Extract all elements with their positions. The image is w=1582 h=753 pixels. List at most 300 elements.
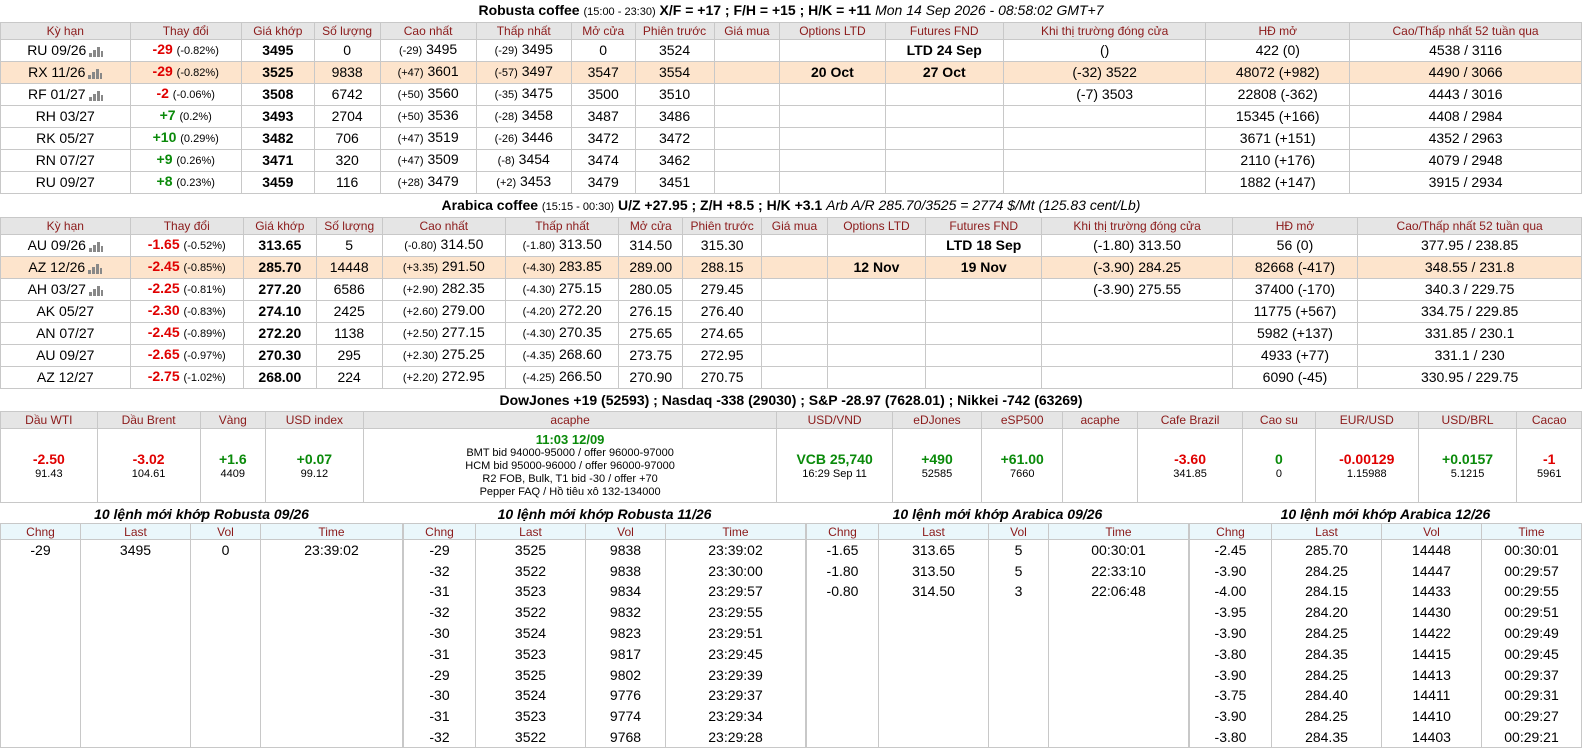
trade-volume: [191, 664, 261, 685]
trade-time: 00:29:37: [1482, 664, 1582, 685]
open-interest: 6090 (-45): [1232, 367, 1358, 389]
low-cell: [476, 40, 571, 62]
trade-last: [81, 643, 191, 664]
low-value: 3453: [520, 173, 552, 189]
col-header: Futures FND: [926, 218, 1042, 235]
trade-row: [1, 727, 403, 748]
trades-col-header: Last: [879, 524, 989, 540]
acaphe-line: HCM bid 95000-96000 / offer 96000-97000: [465, 460, 675, 472]
contract-term[interactable]: RU 09/27: [35, 174, 95, 190]
chart-icon[interactable]: [89, 241, 103, 252]
high-diff: (+3.35): [402, 262, 439, 274]
trade-volume: 9776: [586, 685, 666, 706]
contract-term-cell[interactable]: [1, 235, 131, 257]
futures-fnd: 27 Oct: [885, 62, 1003, 84]
robusta-datetime: Mon 14 Sep 2026 - 08:58:02 GMT+7: [875, 2, 1104, 18]
trade-change: -3.90: [1190, 706, 1272, 727]
trade-volume: 9802: [586, 664, 666, 685]
trades-block: [403, 506, 806, 748]
arabica-spreads: U/Z +27.95 ; Z/H +8.5 ; H/K +3.1: [617, 197, 823, 213]
trade-time: [261, 706, 403, 727]
low-cell: [476, 128, 571, 150]
contract-row[interactable]: [1, 84, 1582, 106]
high-value: 277.15: [441, 324, 485, 340]
change-value: -2: [156, 85, 169, 101]
contract-term-cell[interactable]: [1, 172, 131, 194]
eurusd-cell: [1315, 429, 1418, 503]
trade-last: 285.70: [1272, 540, 1382, 561]
robusta-table: [0, 22, 1582, 194]
volume: 6586: [316, 279, 382, 301]
high-value: 3519: [427, 129, 459, 145]
open-price: 289.00: [619, 257, 683, 279]
close-value: [1003, 172, 1205, 194]
change-value: -2.75: [147, 368, 180, 384]
misc-col-header: acaphe: [363, 412, 777, 429]
trade-row: [1190, 664, 1582, 685]
close-value: (-7) 3503: [1003, 84, 1205, 106]
previous-price: 3472: [635, 128, 714, 150]
close-value: (-32) 3522: [1003, 62, 1205, 84]
bid-price: [714, 62, 780, 84]
change-percent: (-0.82%): [176, 67, 219, 79]
high-cell: [382, 323, 505, 345]
high-diff: (+2.30): [402, 350, 439, 362]
volume: 224: [316, 367, 382, 389]
col-header: Thay đổi: [130, 23, 241, 40]
high-value: 3495: [426, 41, 458, 57]
contract-term[interactable]: AH 03/27: [27, 281, 86, 297]
trades-col-header: Time: [1482, 524, 1582, 540]
col-header: HĐ mở: [1232, 218, 1358, 235]
trade-last: 284.35: [1272, 727, 1382, 748]
trade-last: [81, 727, 191, 748]
options-ltd: [827, 279, 925, 301]
high-diff: (+2.60): [402, 306, 439, 318]
contract-row[interactable]: [1, 172, 1582, 194]
previous-price: 279.45: [683, 279, 762, 301]
trade-change: -32: [404, 727, 476, 748]
high-diff: (-0.80): [404, 240, 437, 252]
previous-price: 315.30: [683, 235, 762, 257]
contract-row[interactable]: [1, 345, 1582, 367]
contract-term-cell[interactable]: [1, 257, 131, 279]
high-diff: (-29): [398, 45, 423, 57]
high-low-52w: 4352 / 2963: [1350, 128, 1582, 150]
change-value: -2.45: [147, 324, 180, 340]
trade-last: 313.65: [879, 540, 989, 561]
col-header: Khi thị trường đóng cửa: [1003, 23, 1205, 40]
high-cell: [382, 279, 505, 301]
trade-volume: [989, 623, 1049, 644]
trade-volume: 14430: [1382, 602, 1482, 623]
contract-term[interactable]: AN 07/27: [36, 325, 95, 341]
trade-last: 3495: [81, 540, 191, 561]
contract-term-cell[interactable]: [1, 62, 131, 84]
esp500-value: 7660: [1009, 467, 1035, 480]
trade-change: [1, 602, 81, 623]
trade-row: [404, 643, 806, 664]
change-percent: (0.23%): [176, 177, 215, 189]
low-diff: (-35): [494, 89, 518, 101]
change-cell: [130, 257, 243, 279]
volume: 5: [316, 235, 382, 257]
close-value: [1042, 367, 1232, 389]
contract-term[interactable]: AK 05/27: [36, 303, 95, 319]
trade-time: 23:29:34: [666, 706, 806, 727]
volume: 320: [314, 150, 380, 172]
high-low-52w: 4443 / 3016: [1350, 84, 1582, 106]
contract-term-cell[interactable]: [1, 279, 131, 301]
contract-term[interactable]: RN 07/27: [35, 152, 95, 168]
chart-icon[interactable]: [89, 90, 103, 101]
options-ltd: [780, 40, 885, 62]
high-value: 272.95: [441, 368, 485, 384]
trade-row: [807, 643, 1189, 664]
robusta-hours: (15:00 - 23:30): [583, 6, 656, 18]
trade-change: [807, 602, 879, 623]
trade-last: 314.50: [879, 581, 989, 602]
futures-fnd: [926, 323, 1042, 345]
misc-col-header: Dầu Brent: [97, 412, 200, 429]
change-cell: [130, 301, 243, 323]
low-cell: [506, 345, 619, 367]
trades-col-header: Time: [261, 524, 403, 540]
trade-volume: 14403: [1382, 727, 1482, 748]
change-value: +8: [156, 173, 173, 189]
misc-col-header: Cafe Brazil: [1138, 412, 1243, 429]
open-interest: 82668 (-417): [1232, 257, 1358, 279]
chart-icon[interactable]: [89, 46, 103, 57]
high-cell: [380, 128, 476, 150]
contract-row[interactable]: [1, 301, 1582, 323]
open-interest: 422 (0): [1206, 40, 1350, 62]
high-cell: [380, 172, 476, 194]
trade-volume: 9817: [586, 643, 666, 664]
futures-fnd: [926, 367, 1042, 389]
high-diff: (+2.50): [402, 328, 439, 340]
options-ltd: [827, 367, 925, 389]
futures-fnd: [885, 84, 1003, 106]
contract-term[interactable]: RF 01/27: [27, 86, 86, 102]
trade-last: 3525: [476, 540, 586, 561]
misc-col-header: eDJones: [892, 412, 981, 429]
trade-change: [807, 623, 879, 644]
change-cell: [130, 345, 243, 367]
trade-change: -29: [404, 664, 476, 685]
brent-cell: [97, 429, 200, 503]
trade-time: [261, 602, 403, 623]
contract-term-cell[interactable]: [1, 128, 131, 150]
open-interest: 4933 (+77): [1232, 345, 1358, 367]
misc-col-header: eSP500: [982, 412, 1063, 429]
eurusd-change: -0.00129: [1339, 450, 1395, 467]
close-value: [1003, 128, 1205, 150]
trades-block: [806, 506, 1189, 748]
close-value: [1042, 323, 1232, 345]
trade-last: 284.40: [1272, 685, 1382, 706]
misc-header-row: [1, 412, 1582, 429]
contract-term-cell[interactable]: [1, 301, 131, 323]
contract-term[interactable]: AU 09/26: [27, 237, 86, 253]
bid-price: [762, 257, 828, 279]
trade-change: -3.90: [1190, 623, 1272, 644]
trade-row: [404, 602, 806, 623]
trade-time: 00:29:55: [1482, 581, 1582, 602]
trade-last: [81, 685, 191, 706]
trade-row: [807, 560, 1189, 581]
contract-term[interactable]: AU 09/27: [36, 347, 95, 363]
trade-last: 284.25: [1272, 706, 1382, 727]
trade-last: 3524: [476, 685, 586, 706]
contract-term[interactable]: RH 03/27: [35, 108, 95, 124]
arabica-header-row: [1, 218, 1582, 235]
high-diff: (+50): [397, 111, 424, 123]
contract-term[interactable]: RK 05/27: [36, 130, 95, 146]
trade-change: [807, 643, 879, 664]
trades-col-header: Chng: [807, 524, 879, 540]
trade-change: -1.65: [807, 540, 879, 561]
contract-term[interactable]: AZ 12/26: [28, 259, 86, 275]
options-ltd: [780, 128, 885, 150]
trades-col-header: Time: [666, 524, 806, 540]
col-header: Giá mua: [762, 218, 828, 235]
contract-row[interactable]: [1, 257, 1582, 279]
volume: 2425: [316, 301, 382, 323]
open-price: 280.05: [619, 279, 683, 301]
trade-volume: 9834: [586, 581, 666, 602]
acaphe-cell: [363, 429, 777, 503]
trade-change: -30: [404, 685, 476, 706]
previous-price: 3486: [635, 106, 714, 128]
change-percent: (0.2%): [179, 111, 212, 123]
high-low-52w: 4490 / 3066: [1350, 62, 1582, 84]
high-diff: (+47): [397, 67, 424, 79]
contract-term-cell[interactable]: [1, 40, 131, 62]
contract-row[interactable]: [1, 128, 1582, 150]
change-value: -1.65: [147, 236, 180, 252]
trades-header-row: [807, 524, 1189, 540]
bid-price: [714, 172, 780, 194]
trade-change: [1, 560, 81, 581]
contract-row[interactable]: [1, 235, 1582, 257]
trade-last: 3523: [476, 581, 586, 602]
trade-change: [1, 581, 81, 602]
col-header: Options LTD: [827, 218, 925, 235]
contract-term-cell[interactable]: [1, 106, 131, 128]
change-percent: (0.26%): [176, 155, 215, 167]
trade-time: [1049, 664, 1189, 685]
col-header: Kỳ hạn: [1, 218, 131, 235]
chart-icon[interactable]: [88, 68, 102, 79]
trade-row: [1190, 643, 1582, 664]
low-diff: (-26): [494, 133, 518, 145]
open-price: 3472: [571, 128, 635, 150]
change-cell: [130, 172, 241, 194]
contract-term-cell[interactable]: [1, 150, 131, 172]
contract-row[interactable]: [1, 62, 1582, 84]
options-ltd: [827, 235, 925, 257]
previous-price: 274.65: [683, 323, 762, 345]
usdvnd-rate: VCB 25,740: [796, 450, 873, 467]
robusta-header-row: [1, 23, 1582, 40]
contract-row[interactable]: [1, 367, 1582, 389]
usdbrl-cell: [1418, 429, 1517, 503]
trade-last: [81, 706, 191, 727]
trade-row: [807, 623, 1189, 644]
trade-change: [1, 643, 81, 664]
trade-volume: 14447: [1382, 560, 1482, 581]
contract-row[interactable]: [1, 106, 1582, 128]
trade-last: [879, 727, 989, 748]
last-price: 268.00: [243, 367, 316, 389]
change-value: +7: [159, 107, 176, 123]
contract-row[interactable]: [1, 150, 1582, 172]
low-cell: [476, 150, 571, 172]
high-low-52w: 331.85 / 230.1: [1358, 323, 1582, 345]
trade-time: 23:29:51: [666, 623, 806, 644]
high-value: 279.00: [441, 302, 485, 318]
contract-row[interactable]: [1, 323, 1582, 345]
trade-volume: [989, 602, 1049, 623]
trade-volume: [191, 602, 261, 623]
trades-col-header: Vol: [989, 524, 1049, 540]
trade-last: 3523: [476, 643, 586, 664]
trade-change: -2.45: [1190, 540, 1272, 561]
contract-term-cell[interactable]: [1, 323, 131, 345]
trades-col-header: Chng: [1, 524, 81, 540]
usdindex-cell: [266, 429, 364, 503]
trade-change: -29: [1, 540, 81, 561]
change-cell: [130, 84, 241, 106]
trade-time: 00:29:45: [1482, 643, 1582, 664]
high-value: 282.35: [441, 280, 485, 296]
options-ltd: [780, 172, 885, 194]
col-header: Giá khớp: [243, 218, 316, 235]
trade-time: 22:06:48: [1049, 581, 1189, 602]
high-cell: [380, 150, 476, 172]
volume: 706: [314, 128, 380, 150]
misc-col-header: acaphe: [1063, 412, 1138, 429]
trade-volume: [989, 685, 1049, 706]
contract-term[interactable]: RX 11/26: [28, 64, 86, 80]
misc-col-header: Cacao: [1517, 412, 1582, 429]
volume: 2704: [314, 106, 380, 128]
contract-row[interactable]: [1, 279, 1582, 301]
trade-time: 23:30:00: [666, 560, 806, 581]
col-header: Cao/Thấp nhất 52 tuần qua: [1358, 218, 1582, 235]
trade-time: [1049, 643, 1189, 664]
trade-time: [261, 727, 403, 748]
low-value: 3475: [521, 85, 553, 101]
previous-price: 276.40: [683, 301, 762, 323]
trade-last: [879, 623, 989, 644]
contract-term[interactable]: RU 09/26: [27, 42, 87, 58]
low-diff: (-4.30): [522, 328, 556, 340]
contract-term-cell[interactable]: [1, 345, 131, 367]
low-cell: [506, 323, 619, 345]
trade-time: 23:29:28: [666, 727, 806, 748]
misc-col-header: Vàng: [200, 412, 265, 429]
high-value: 3560: [427, 85, 459, 101]
contract-term[interactable]: AZ 12/27: [36, 369, 94, 385]
trade-row: [1, 685, 403, 706]
trade-volume: [191, 623, 261, 644]
trade-row: [1, 581, 403, 602]
trade-row: [1190, 706, 1582, 727]
bid-price: [762, 279, 828, 301]
trade-change: -31: [404, 581, 476, 602]
trade-time: 00:30:01: [1482, 540, 1582, 561]
contract-term-cell[interactable]: [1, 84, 131, 106]
high-cell: [382, 345, 505, 367]
col-header: Số lượng: [316, 218, 382, 235]
volume: 0: [314, 40, 380, 62]
trade-last: 284.25: [1272, 623, 1382, 644]
futures-fnd: [926, 345, 1042, 367]
volume: 1138: [316, 323, 382, 345]
low-cell: [476, 172, 571, 194]
low-cell: [476, 84, 571, 106]
trades-block: [1189, 506, 1582, 748]
trade-change: -3.80: [1190, 643, 1272, 664]
trade-row: [404, 685, 806, 706]
trade-volume: [989, 664, 1049, 685]
open-interest: 5982 (+137): [1232, 323, 1358, 345]
trades-table: [0, 523, 403, 748]
change-value: -2.65: [147, 346, 180, 362]
trade-row: [404, 623, 806, 644]
bid-price: [714, 40, 780, 62]
low-value: 3495: [521, 41, 553, 57]
trades-block: [0, 506, 403, 748]
change-value: -2.45: [147, 258, 180, 274]
misc-values-row: [1, 429, 1582, 503]
trade-change: [807, 685, 879, 706]
volume: 9838: [314, 62, 380, 84]
contract-row[interactable]: [1, 40, 1582, 62]
trades-title: 10 lệnh mới khớp Arabica 12/26: [1280, 506, 1491, 522]
chart-icon[interactable]: [88, 263, 102, 274]
futures-fnd: [885, 172, 1003, 194]
open-price: 270.90: [619, 367, 683, 389]
chart-icon[interactable]: [89, 285, 103, 296]
trade-last: [81, 602, 191, 623]
change-cell: [130, 40, 241, 62]
trade-row: [1, 602, 403, 623]
futures-fnd: 19 Nov: [926, 257, 1042, 279]
previous-price: 3510: [635, 84, 714, 106]
open-price: 3479: [571, 172, 635, 194]
trade-change: -32: [404, 602, 476, 623]
trade-change: -1.80: [807, 560, 879, 581]
recent-trades-section: [0, 506, 1582, 748]
rubber-cell: [1243, 429, 1316, 503]
trades-col-header: Time: [1049, 524, 1189, 540]
low-cell: [506, 301, 619, 323]
misc-col-header: Cao su: [1243, 412, 1316, 429]
previous-price: 288.15: [683, 257, 762, 279]
trade-last: 3525: [476, 664, 586, 685]
futures-fnd: [926, 279, 1042, 301]
contract-term-cell[interactable]: [1, 367, 131, 389]
change-value: -2.30: [147, 302, 180, 318]
markets-misc-table: [0, 411, 1582, 503]
low-cell: [476, 106, 571, 128]
trade-change: -3.75: [1190, 685, 1272, 706]
previous-price: 270.75: [683, 367, 762, 389]
trade-volume: [191, 706, 261, 727]
